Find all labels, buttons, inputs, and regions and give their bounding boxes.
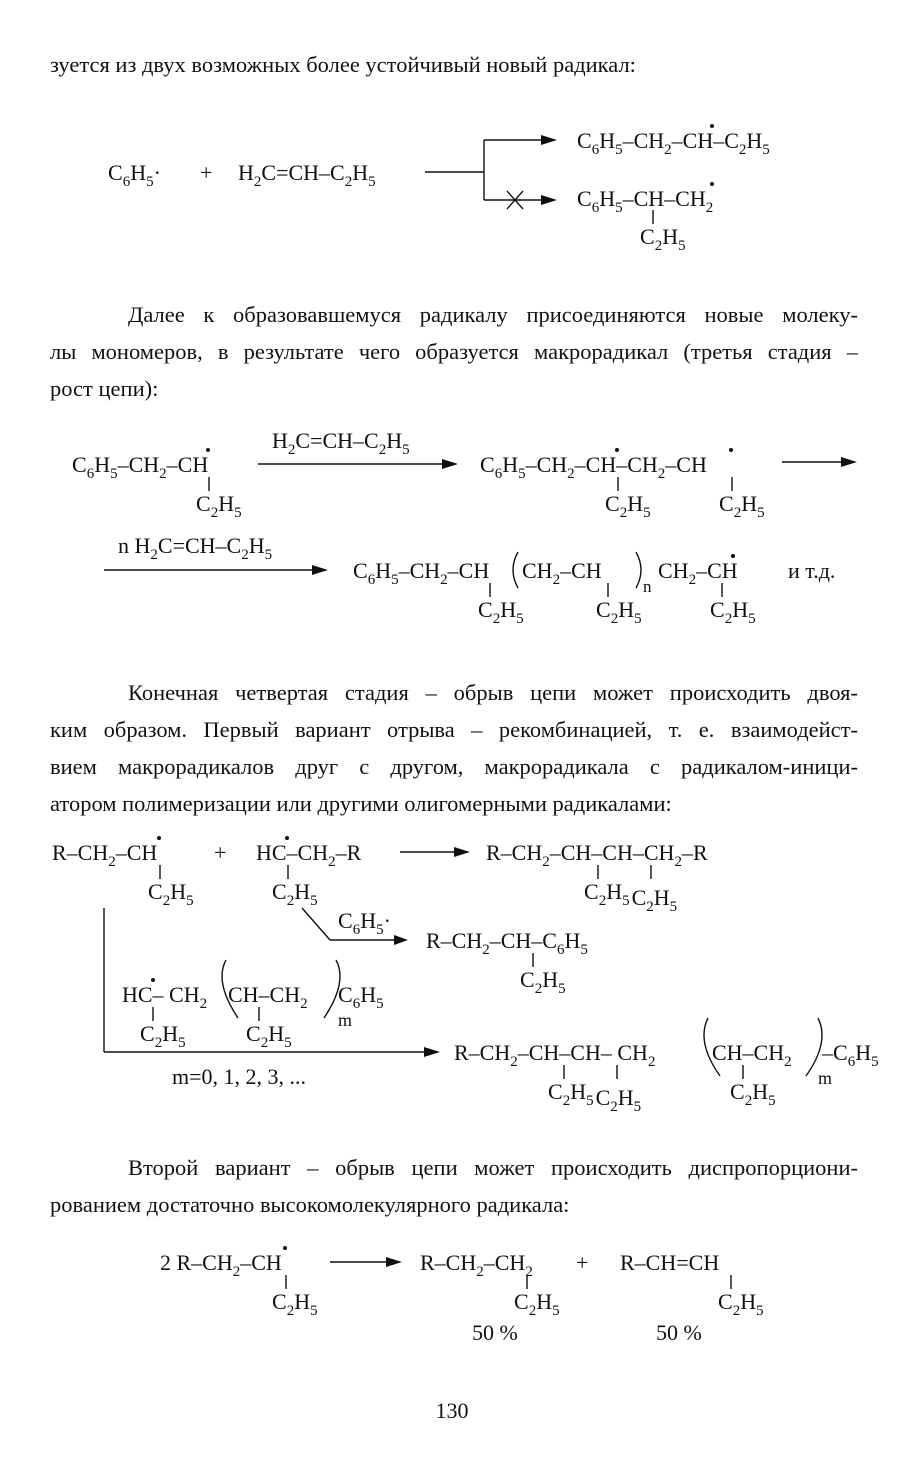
svg-text:m: m (818, 1068, 833, 1088)
m-values-label: m=0, 1, 2, 3, ... (172, 1064, 307, 1089)
svg-text:C2H5: $C_2H_5$ (246, 1021, 292, 1051)
svg-text:C2H5: $C_2H_5$ (640, 224, 686, 254)
svg-text:C6H5–CH2–CH–CH2–CH: $C_6H_5-CH_2-CH-CH_2-CH$ (480, 452, 707, 482)
paragraph-termination: Конечная четвертая стадия – обрыв цепи может происходить двоя- ким образом. Первый вариант отрыва – рекомбинацией, т. е. взаимодейст- вием макрорадикалов друг с другом, макрорадикала с радикалом-иници- атором полимеризации или другими олигомерными радикалами: (50, 680, 858, 816)
scheme-disproportionation (0, 1240, 904, 1350)
svg-text:C2H5C2H5: $C_2H_5C_2H_5$ (548, 1079, 642, 1115)
svg-text:C2H5: $C_2H_5$ (596, 597, 642, 627)
svg-text:CH2–CH: $CH_2-CH$ (658, 558, 738, 588)
svg-text:C6H5: $C_6H_5$ (338, 982, 384, 1012)
svg-text:C6H5–CH–CH2: $C_6H_5-CH-CH_2$ (577, 186, 714, 216)
svg-text:C6H5–CH2–CH: $C_6H_5-CH_2-CH$ (72, 452, 209, 482)
svg-text:R–CH2–CH: $R-CH_2-CH$ (52, 840, 158, 870)
svg-text:C6H5–CH2–CH–C2H5: $C_6H_5-CH_2-CH-C_2H_5$ (577, 128, 770, 158)
svg-text:C2H5: $C_2H_5$ (514, 1289, 560, 1319)
svg-text:H2C=CH–C2H5: $H_2C=CH-C_2H_5$ (272, 428, 410, 458)
scheme-initiation (0, 110, 904, 260)
svg-text:C2H5: $C_2H_5$ (148, 879, 194, 909)
svg-text:C2H5: $C_2H_5$ (730, 1079, 776, 1109)
svg-text:+: + (200, 160, 213, 185)
svg-text:CH–CH2: $CH-CH_2$ (228, 982, 308, 1012)
svg-text:C2H5: $C_2H_5$ (718, 1289, 764, 1319)
svg-text:HC–CH2–R: $HC-CH_2-R$ (256, 840, 362, 870)
svg-text:+: + (576, 1250, 589, 1275)
svg-text:2 R–CH2–CH: 2 $R-CH_2-CH$ (160, 1250, 282, 1280)
svg-text:C2H5: $C_2H_5$ (520, 967, 566, 997)
svg-text:R–CH=CH: R–CH=CH (620, 1250, 720, 1275)
yield-1: 50 % (472, 1320, 518, 1345)
svg-text:C6H5–CH2–CH: $C_6H_5-CH_2-CH$ (353, 558, 490, 588)
svg-text:C2H5: $C_2H_5$ (710, 597, 756, 627)
svg-text:R–CH2–CH–C6H5: $R-CH_2-CH-C_6H_5$ (426, 928, 588, 958)
svg-text:n H2C=CH–C2H5: n $H_2C=CH-C_2H_5$ (118, 533, 273, 563)
page-number: 130 (435, 1398, 469, 1423)
scheme-recombination (0, 830, 904, 1120)
svg-text:C2H5: $C_2H_5$ (196, 491, 242, 521)
svg-text:CH–CH2: $CH-CH_2$ (712, 1040, 792, 1070)
svg-text:C2H5: $C_2H_5$ (719, 491, 765, 521)
paragraph-disproportionation: Второй вариант – обрыв цепи может происходить диспропорциони- рованием достаточно высокомолекулярного радикала: (50, 1155, 858, 1217)
svg-text:C2H5: $C_2H_5$ (478, 597, 524, 627)
svg-text:C2H5: $C_2H_5$ (272, 879, 318, 909)
svg-text:m: m (338, 1010, 353, 1030)
svg-text:n: n (643, 577, 652, 596)
svg-text:C2H5: $C_2H_5$ (140, 1021, 186, 1051)
etc-label: и т.д. (788, 558, 836, 583)
svg-text:R–CH2–CH–CH– CH2: $R-CH_2-CH-CH-$ $CH_2$ (454, 1040, 656, 1070)
svg-text:C2H5C2H5: $C_2H_5C_2H_5$ (584, 879, 678, 915)
svg-text:+: + (214, 840, 227, 865)
svg-text:R–CH2–CH2: $R-CH_2-CH_2$ (420, 1250, 533, 1280)
svg-text:HC– CH2: HC– $CH_2$ (122, 982, 208, 1012)
intro-line: зуется из двух возможных более устойчивый новый радикал: (50, 52, 636, 77)
svg-text:C6H5·: $C_6H_5\cdot$ (108, 160, 161, 190)
scheme-propagation (0, 420, 904, 635)
svg-text:H2C=CH–C2H5: $H_2C=CH-C_2H_5$ (238, 160, 376, 190)
svg-text:C2H5: $C_2H_5$ (272, 1289, 318, 1319)
yield-2: 50 % (656, 1320, 702, 1345)
svg-text:CH2–CH: $CH_2-CH$ (522, 558, 602, 588)
svg-text:C2H5: $C_2H_5$ (605, 491, 651, 521)
paragraph-propagation: Далее к образовавшемуся радикалу присоединяются новые молеку- лы мономеров, в результате чего образуется макрорадикал (третья стадия – рост цепи): (50, 302, 858, 401)
svg-text:R–CH2–CH–CH–CH2–R: $R-CH_2-CH-CH-CH_2-R$ (486, 840, 708, 870)
svg-text:C6H5·: $C_6H_5\cdot$ (338, 908, 391, 938)
svg-text:–C6H5: $-C_6H_5$ (822, 1040, 879, 1070)
